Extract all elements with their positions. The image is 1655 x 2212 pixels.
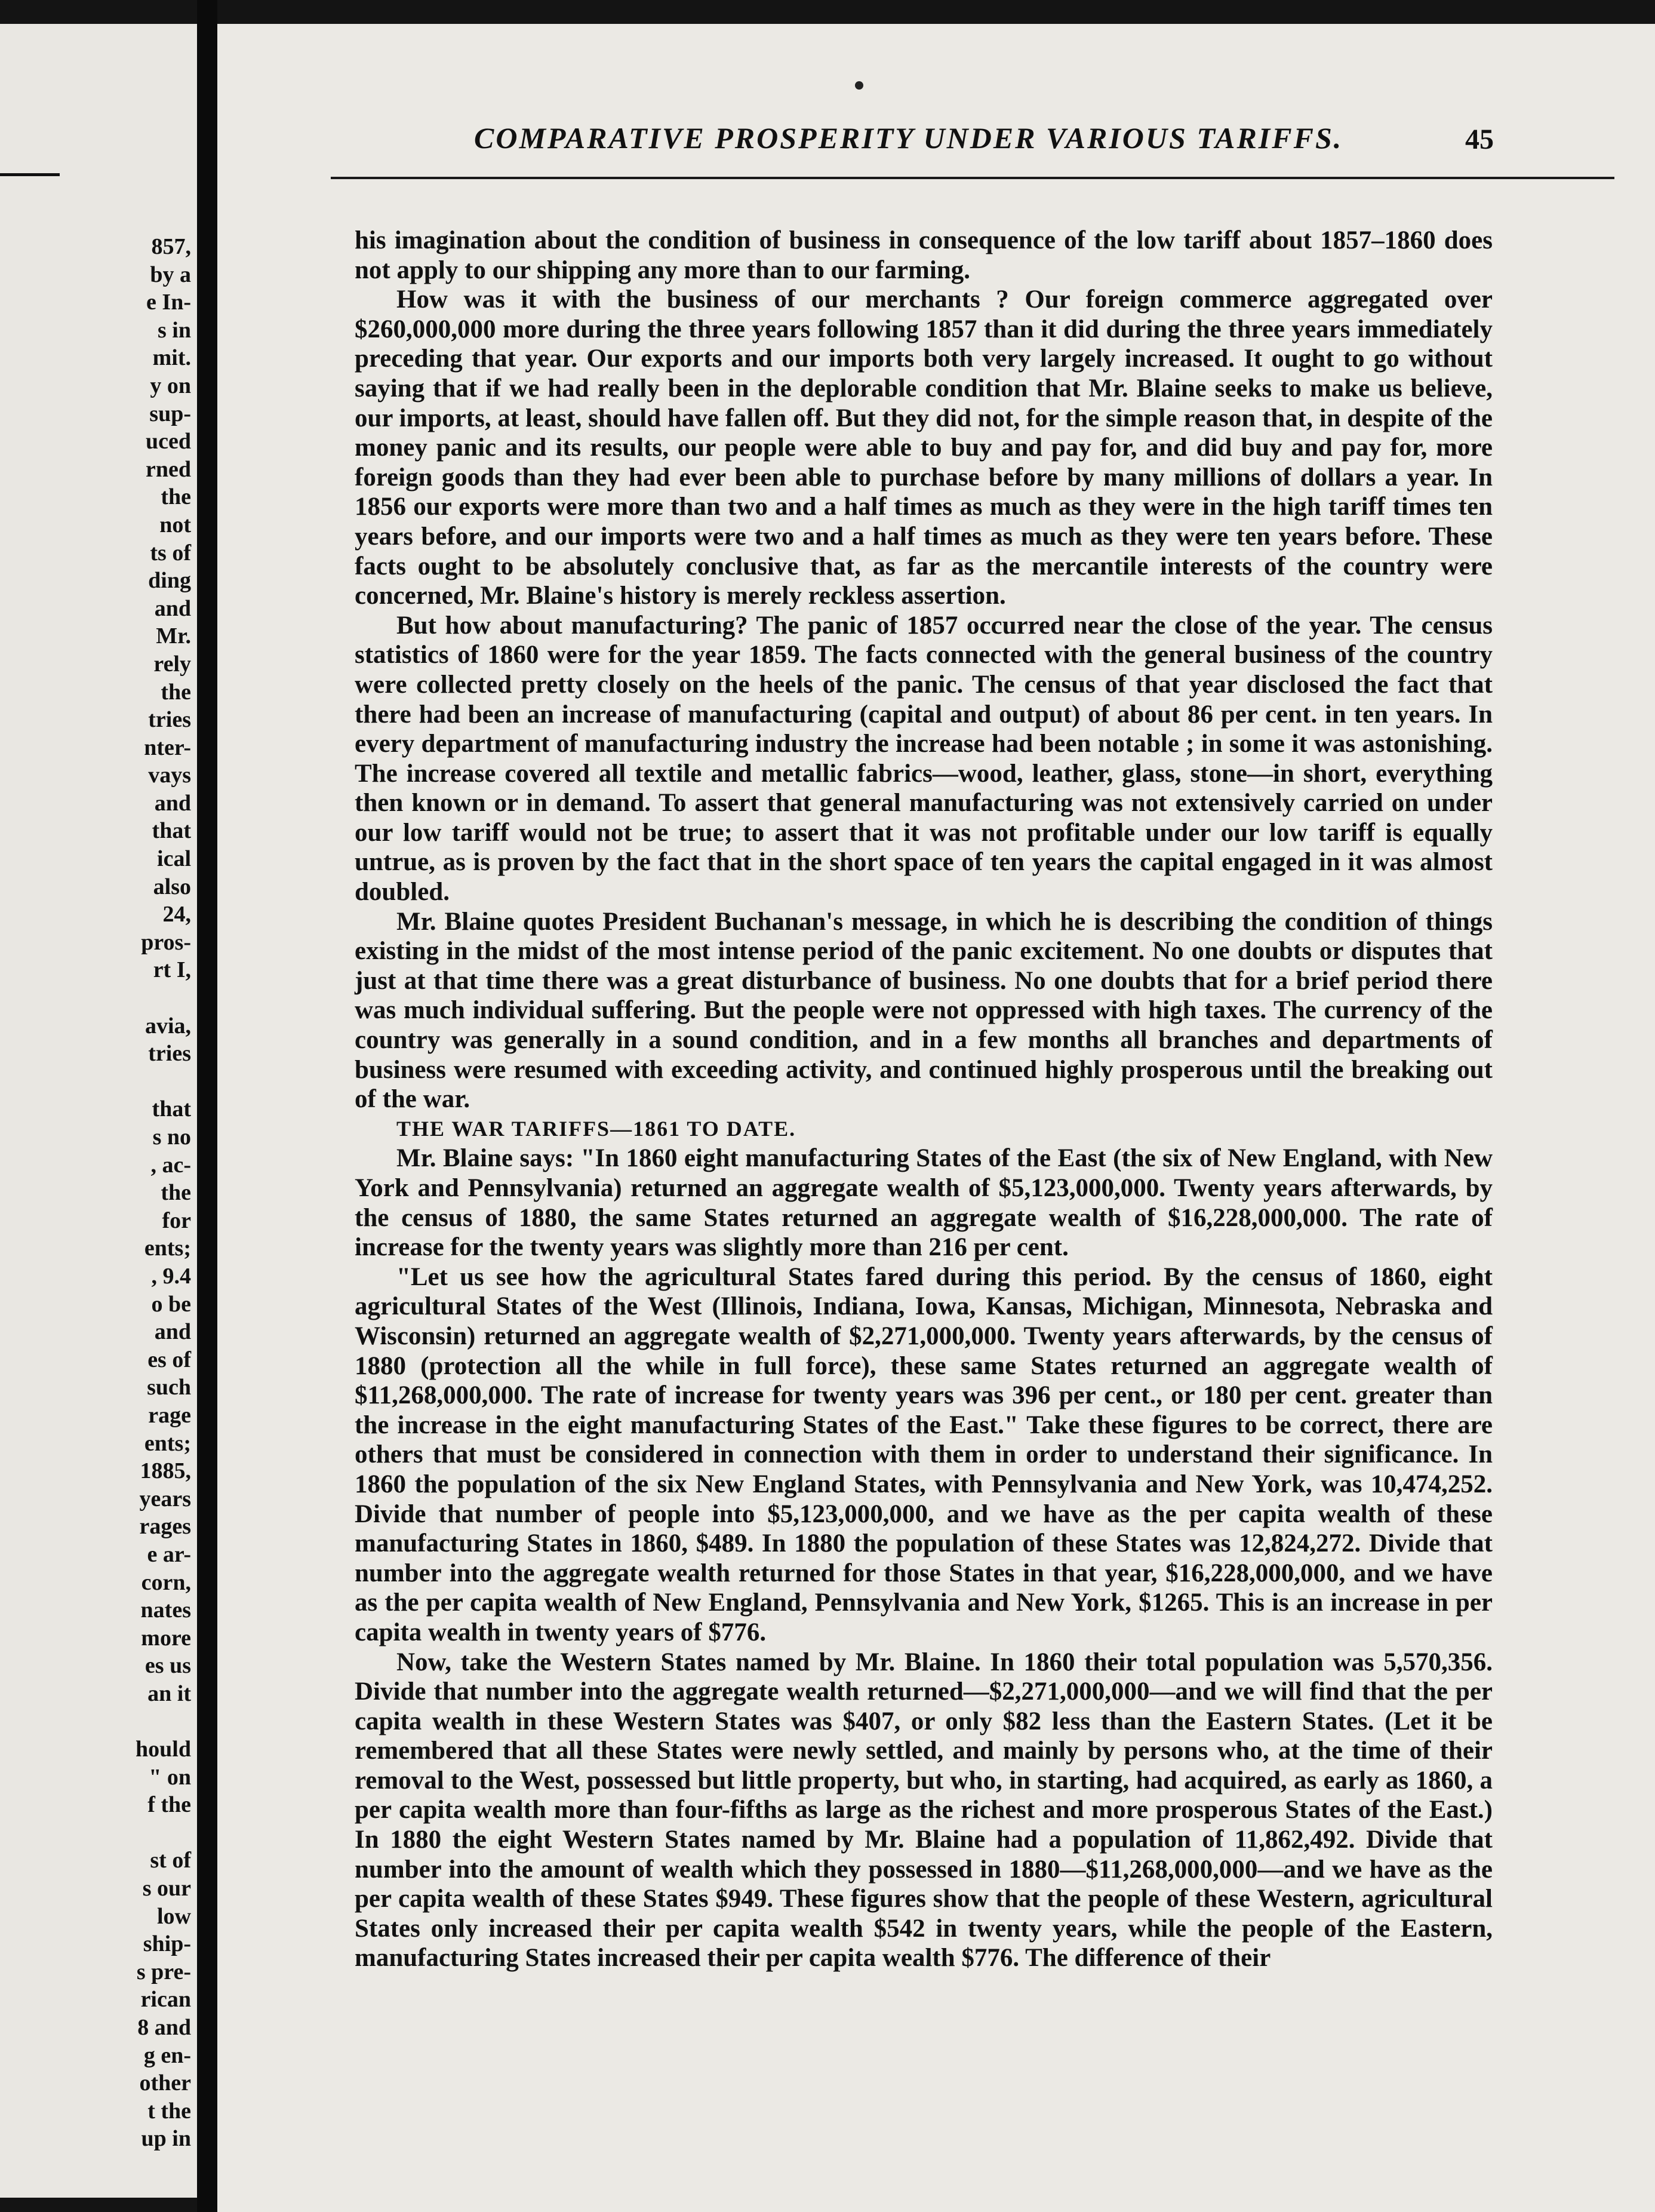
facing-page-line: g en- xyxy=(143,2042,191,2068)
paragraph: Mr. Blaine says: "In 1860 eight manufacturing States of the East (the six of New England, with New York and Pennsylvania) returned an aggregate wealth of $5,123,000,000. Twenty years afterwards, by the census of 1880, the same States returned an aggregate wealth of $16,228,000,000. The rate of increase for the twenty years was slightly more than 216 per cent. xyxy=(355,1144,1493,1262)
facing-page-line: low xyxy=(157,1903,191,1929)
paragraph: "Let us see how the agricultural States fared during this period. By the census of 1860, eight agricultural States of the West (Illinois, Indiana, Iowa, Kansas, Michigan, Minnesota, Nebraska and Wisconsin) returned an aggregate wealth of $2,271,000,000. Twenty years afterwards, by the census of 1880 (protection all the while in full force), these same States returned an aggregate wealth of $11,268,000,000. The rate of increase for twenty years was 396 per cent., or 180 per cent. greater than the increase in the eight manufacturing States of the East." Take these figures to be correct, there are others that must be considered in connection with them in order to understand their significance. In 1860 the population of the six New England States, with Pennsylvania and New York, was 10,474,252. Divide that number of people into $5,123,000,000, and we have as the per capita wealth of these manufacturing States in 1860, $489. In 1880 the population of these States was 12,824,272. Divide that number into the aggregate wealth returned for those States in that year, $16,228,000,000, and we have as the per capita wealth of New England, Pennsylvania and New York, $1265. This is an increase in per capita wealth in twenty years of $776. xyxy=(355,1262,1493,1646)
facing-page-line: s in xyxy=(158,317,191,343)
facing-page-line: not xyxy=(159,512,191,537)
paragraph: his imagination about the condition of business in consequence of the low tariff about 1857–1860 does not apply to our shipping any more than to our farming. xyxy=(355,226,1493,284)
facing-page-line: 1885, xyxy=(140,1458,191,1484)
facing-page-line: other xyxy=(139,2070,191,2096)
paragraph: Now, take the Western States named by Mr. Blaine. In 1860 their total population was 5,570,356. Divide that number into the aggregate wealth returned—$2,271,000,000—and we will find that the per capita wealth in these Western States was $407, or only $82 less than the Eastern States. (Let it be remembered that all these States were newly settled, and mainly by persons who, at the time of their removal to the West, possessed but little property, but who, in starting, had acquired, as early as 1860, a per capita wealth more than four-fifths as large as the richest and more prosperous States of the East.) In 1880 the eight Western States named by Mr. Blaine had a population of 11,862,492. Divide that number into the amount of wealth which they possessed in 1880—$11,268,000,000—and we have as the per capita wealth of these States $949. These figures show that the people of these Western, agricultural States only increased their per capita wealth $542 in twenty years, while the people of the Eastern, manufacturing States increased their per capita wealth $776. The difference of their xyxy=(355,1648,1493,1973)
facing-page-line: avia, xyxy=(144,1013,191,1039)
facing-page-line: uced xyxy=(146,429,191,454)
facing-page-text-fragments xyxy=(0,233,191,2153)
facing-page-line: and xyxy=(154,790,191,816)
ink-dot xyxy=(855,81,863,90)
facing-page-line: , 9.4 xyxy=(151,1263,191,1289)
running-head: COMPARATIVE PROSPERITY UNDER VARIOUS TARIFFS. xyxy=(474,121,1343,155)
facing-page-line: the xyxy=(161,1180,191,1206)
facing-page-line: rage xyxy=(148,1402,191,1428)
facing-page-line: s no xyxy=(152,1125,191,1150)
facing-page-line: vays xyxy=(148,763,191,788)
page-number: 45 xyxy=(1465,124,1494,155)
facing-page-line: ship- xyxy=(143,1931,191,1957)
facing-page-line: s our xyxy=(142,1876,191,1901)
facing-page-line: pros- xyxy=(141,929,191,955)
facing-page-line: such xyxy=(147,1375,191,1400)
facing-page-line: an it xyxy=(147,1680,191,1706)
facing-page-line: s pre- xyxy=(136,1959,191,1984)
facing-page-line: for xyxy=(162,1208,191,1233)
facing-page-line: the xyxy=(161,679,191,705)
facing-page-line: ts of xyxy=(150,540,191,566)
facing-page-line: and xyxy=(154,595,191,621)
facing-page-line: the xyxy=(161,484,191,510)
facing-page-line xyxy=(0,1068,191,1096)
facing-page-line: sup- xyxy=(149,401,191,426)
facing-page-line: up in xyxy=(141,2126,191,2152)
facing-page-line xyxy=(0,1819,191,1847)
facing-page-line: more xyxy=(141,1625,191,1651)
facing-page-line: and xyxy=(154,1319,191,1345)
body-text xyxy=(355,226,1493,1973)
facing-page-line: ents; xyxy=(144,1236,191,1261)
book-page xyxy=(217,24,1655,2212)
facing-page-line: tries xyxy=(148,707,191,733)
facing-page-line: st of xyxy=(150,1848,191,1873)
facing-page-line: 857, xyxy=(151,234,191,259)
facing-page-line: 24, xyxy=(162,902,191,927)
facing-page-line: hould xyxy=(136,1737,191,1762)
facing-page-line: ents; xyxy=(144,1430,191,1456)
facing-page-line: ical xyxy=(157,846,191,872)
facing-page-line: f the xyxy=(147,1792,191,1818)
facing-page-line: t the xyxy=(147,2098,191,2124)
facing-page-line: rican xyxy=(140,1987,191,2013)
facing-page-line: that xyxy=(152,818,191,844)
facing-page-line: by a xyxy=(150,262,191,287)
facing-page-line: rages xyxy=(139,1514,191,1540)
facing-page-line: nates xyxy=(140,1597,191,1623)
paragraph: But how about manufacturing? The panic of 1857 occurred near the close of the year. The census statistics of 1860 were for the year 1859. The facts connected with the general business of the country were collected pretty closely on the heels of the panic. The census of that year disclosed the fact that there had been an increase of manufacturing (capital and output) of about 86 per cent. in ten years. In every department of manufacturing industry the increase had been notable ; in some it was astonishing. The increase covered all textile and metallic fabrics—wood, leather, glass, stone—in short, everything then known or in demand. To assert that general manufacturing was not extensively carried on under our low tariff would not be true; to assert that it was not profitable under our low tariff is equally untrue, as is proven by the fact that in the short space of ten years the capital engaged in it was almost doubled. xyxy=(355,611,1493,907)
facing-page-line: , ac- xyxy=(150,1152,191,1178)
facing-page-line: rely xyxy=(153,651,191,677)
facing-page-line: also xyxy=(153,874,191,899)
facing-page-line: " on xyxy=(149,1764,191,1790)
facing-page-line: that xyxy=(152,1096,191,1122)
facing-page-line: nter- xyxy=(144,735,191,760)
facing-page-line: tries xyxy=(148,1041,191,1067)
paragraph: Mr. Blaine quotes President Buchanan's message, in which he is describing the condition of things existing in the midst of the most intense period of the panic excitement. No one doubts or disputes that just at that time there was a great disturbance of business. No one doubts that for a brief period there was much individual suffering. But the people were not oppressed with high taxes. The currency of the country was generally in a sound condition, and in a few months all branches and departments of business were resumed with exceeding activity, and continued highly prosperous until the breaking out of the war. xyxy=(355,907,1493,1114)
facing-page-line: rt I, xyxy=(153,957,191,983)
facing-page-line xyxy=(0,1707,191,1735)
facing-page-line: y on xyxy=(150,373,191,398)
facing-page-line: es us xyxy=(144,1653,191,1679)
facing-page-line: es of xyxy=(147,1347,191,1372)
facing-page-line: e In- xyxy=(146,290,191,315)
header-rule xyxy=(331,177,1614,179)
paragraph: How was it with the business of our merchants ? Our foreign commerce aggregated over $260,000,000 more during the three years following 1857 than it did during the three years immediately preceding that year. Our exports and our imports both very largely increased. It ought to go without saying that if we had really been in the deplorable condition that Mr. Blaine seeks to make us believe, our imports, at least, should have fallen off. But they did not, for the simple reason that, in despite of the money panic and its results, our people were able to buy and pay for, and did buy and pay for, more foreign goods than they had ever been able to purchase before by many millions of dollars a year. In 1856 our exports were more than two and a half times as much as they were in the high tariff times ten years before, and our imports were two and a half times as much as they were ten years before. These facts ought to be absolutely conclusive that, as far as the mercantile interests of the country were concerned, Mr. Blaine's history is merely reckless assertion. xyxy=(355,285,1493,610)
facing-page-line: o be xyxy=(151,1291,191,1317)
facing-page-rule xyxy=(0,173,60,176)
facing-page-line: e ar- xyxy=(147,1541,191,1567)
section-heading: THE WAR TARIFFS—1861 TO DATE. xyxy=(396,1116,796,1141)
facing-page xyxy=(0,24,197,2198)
facing-page-line: Mr. xyxy=(156,623,191,649)
facing-page-line: rned xyxy=(146,456,191,482)
facing-page-line xyxy=(0,984,191,1012)
facing-page-line: ding xyxy=(148,568,191,594)
facing-page-line: 8 and xyxy=(137,2015,191,2040)
facing-page-line: years xyxy=(139,1486,191,1511)
book-gutter xyxy=(197,0,217,2212)
facing-page-line: corn, xyxy=(141,1569,191,1595)
facing-page-line: mit. xyxy=(152,345,191,371)
